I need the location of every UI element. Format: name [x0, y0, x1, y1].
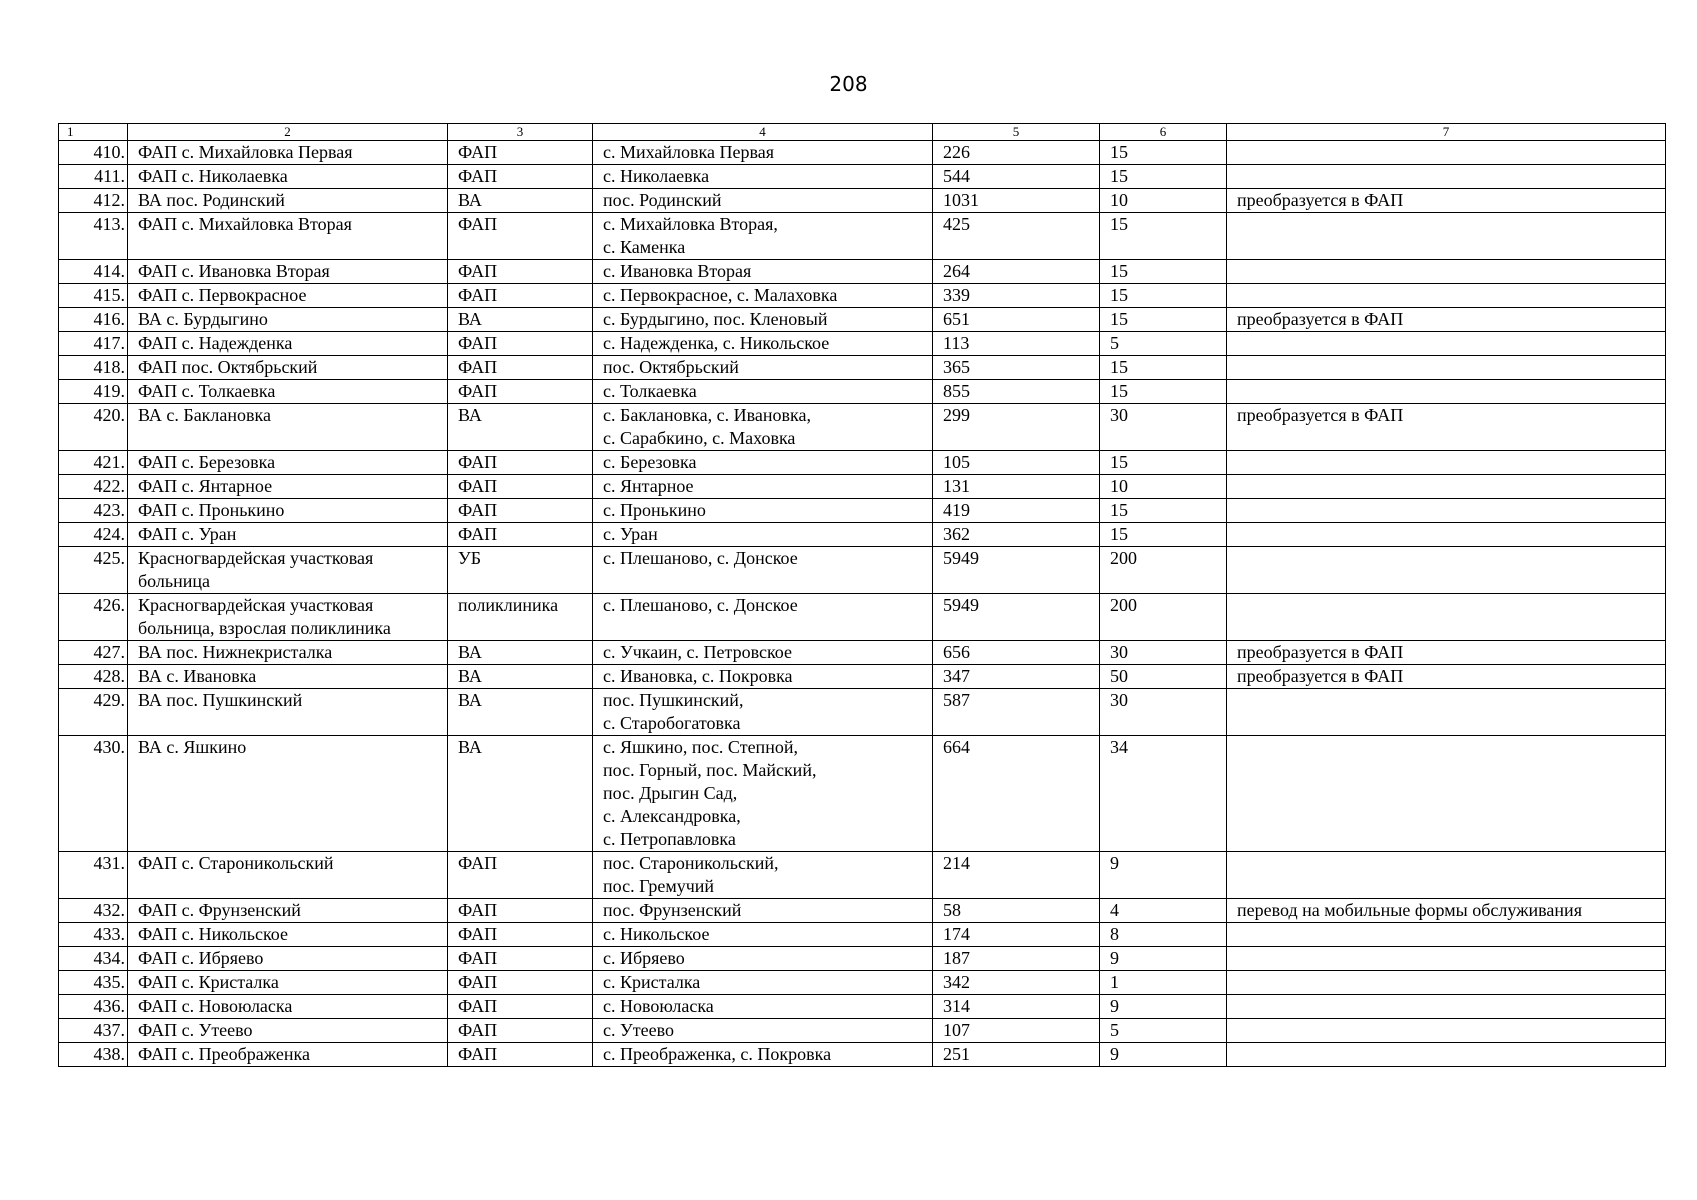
table-row	[59, 308, 1666, 332]
population-cell: 342	[933, 971, 1100, 995]
facility-type-cell: ФАП	[448, 1019, 593, 1043]
table-row	[59, 451, 1666, 475]
distance-cell: 5	[1100, 1019, 1227, 1043]
distance-cell: 15	[1100, 141, 1227, 165]
population-cell: 425	[933, 213, 1100, 260]
facility-name-cell: ФАП с. Утеево	[128, 1019, 448, 1043]
population-cell: 347	[933, 665, 1100, 689]
facility-type-cell: ФАП	[448, 380, 593, 404]
facility-name-cell: ФАП с. Староникольский	[128, 852, 448, 899]
table-row	[59, 380, 1666, 404]
settlements-cell: с. Яшкино, пос. Степной, пос. Горный, пос. Майский, пос. Дрыгин Сад, с. Александровка, с. Петропавловка	[593, 736, 933, 852]
facility-name-cell: ВА пос. Нижнекристалка	[128, 641, 448, 665]
facility-type-cell: поликлиника	[448, 594, 593, 641]
facility-name-cell: ФАП с. Николаевка	[128, 165, 448, 189]
note-cell: преобразуется в ФАП	[1227, 665, 1666, 689]
population-cell: 855	[933, 380, 1100, 404]
column-number-header: 4	[593, 124, 933, 141]
facility-name-cell: ФАП с. Пронькино	[128, 499, 448, 523]
facilities-table	[58, 123, 1666, 1067]
table-row	[59, 284, 1666, 308]
population-cell: 651	[933, 308, 1100, 332]
table-row	[59, 189, 1666, 213]
row-number-cell: 429.	[59, 689, 128, 736]
table-row	[59, 499, 1666, 523]
facility-name-cell: ФАП с. Ивановка Вторая	[128, 260, 448, 284]
facility-name-cell: ФАП с. Уран	[128, 523, 448, 547]
facility-name-cell: ФАП с. Никольское	[128, 923, 448, 947]
facility-name-cell: ФАП с. Фрунзенский	[128, 899, 448, 923]
row-number-cell: 423.	[59, 499, 128, 523]
note-cell	[1227, 141, 1666, 165]
settlements-cell: с. Первокрасное, с. Малаховка	[593, 284, 933, 308]
facility-type-cell: ФАП	[448, 260, 593, 284]
facility-name-cell: Красногвардейская участковая больница	[128, 547, 448, 594]
settlements-cell: с. Ивановка, с. Покровка	[593, 665, 933, 689]
facility-type-cell: ФАП	[448, 213, 593, 260]
column-number-header: 3	[448, 124, 593, 141]
table-row	[59, 523, 1666, 547]
row-number-cell: 428.	[59, 665, 128, 689]
row-number-cell: 411.	[59, 165, 128, 189]
facility-name-cell: ВА с. Баклановка	[128, 404, 448, 451]
population-cell: 544	[933, 165, 1100, 189]
note-cell	[1227, 332, 1666, 356]
table-row	[59, 356, 1666, 380]
settlements-cell: с. Новоюласка	[593, 995, 933, 1019]
settlements-cell: с. Янтарное	[593, 475, 933, 499]
distance-cell: 30	[1100, 404, 1227, 451]
table-row	[59, 736, 1666, 852]
table-row	[59, 923, 1666, 947]
settlements-cell: с. Толкаевка	[593, 380, 933, 404]
note-cell: преобразуется в ФАП	[1227, 308, 1666, 332]
facility-name-cell: ВА с. Бурдыгино	[128, 308, 448, 332]
facility-type-cell: ФАП	[448, 141, 593, 165]
settlements-cell: с. Плешаново, с. Донское	[593, 594, 933, 641]
table-row	[59, 971, 1666, 995]
population-cell: 656	[933, 641, 1100, 665]
row-number-cell: 433.	[59, 923, 128, 947]
table-row	[59, 475, 1666, 499]
column-number-header: 2	[128, 124, 448, 141]
table-header-row	[59, 124, 1666, 141]
page-number: 208	[829, 72, 868, 96]
facility-type-cell: ФАП	[448, 284, 593, 308]
settlements-cell: с. Ибряево	[593, 947, 933, 971]
note-cell	[1227, 165, 1666, 189]
facility-name-cell: ВА пос. Пушкинский	[128, 689, 448, 736]
table-row	[59, 947, 1666, 971]
note-cell	[1227, 451, 1666, 475]
population-cell: 365	[933, 356, 1100, 380]
facility-name-cell: ФАП с. Янтарное	[128, 475, 448, 499]
facility-type-cell: ФАП	[448, 971, 593, 995]
settlements-cell: с. Учкаин, с. Петровское	[593, 641, 933, 665]
population-cell: 131	[933, 475, 1100, 499]
distance-cell: 9	[1100, 852, 1227, 899]
facility-name-cell: ФАП с. Надежденка	[128, 332, 448, 356]
population-cell: 107	[933, 1019, 1100, 1043]
column-number-header: 1	[59, 124, 128, 141]
row-number-cell: 424.	[59, 523, 128, 547]
column-number-header: 5	[933, 124, 1100, 141]
population-cell: 339	[933, 284, 1100, 308]
settlements-cell: пос. Октябрьский	[593, 356, 933, 380]
population-cell: 251	[933, 1043, 1100, 1067]
distance-cell: 15	[1100, 284, 1227, 308]
facility-type-cell: ФАП	[448, 947, 593, 971]
table-row	[59, 260, 1666, 284]
settlements-cell: с. Ивановка Вторая	[593, 260, 933, 284]
note-cell	[1227, 594, 1666, 641]
row-number-cell: 427.	[59, 641, 128, 665]
settlements-cell: с. Бурдыгино, пос. Кленовый	[593, 308, 933, 332]
distance-cell: 1	[1100, 971, 1227, 995]
note-cell	[1227, 852, 1666, 899]
facility-type-cell: ФАП	[448, 332, 593, 356]
table-row	[59, 641, 1666, 665]
population-cell: 214	[933, 852, 1100, 899]
row-number-cell: 432.	[59, 899, 128, 923]
distance-cell: 15	[1100, 523, 1227, 547]
settlements-cell: пос. Пушкинский, с. Старобогатовка	[593, 689, 933, 736]
note-cell	[1227, 736, 1666, 852]
population-cell: 105	[933, 451, 1100, 475]
settlements-cell: с. Никольское	[593, 923, 933, 947]
facility-type-cell: ВА	[448, 404, 593, 451]
settlements-cell: с. Баклановка, с. Ивановка, с. Сарабкино, с. Маховка	[593, 404, 933, 451]
table-row	[59, 141, 1666, 165]
row-number-cell: 435.	[59, 971, 128, 995]
note-cell	[1227, 260, 1666, 284]
facility-type-cell: ВА	[448, 665, 593, 689]
facility-type-cell: ФАП	[448, 499, 593, 523]
distance-cell: 5	[1100, 332, 1227, 356]
distance-cell: 9	[1100, 947, 1227, 971]
distance-cell: 4	[1100, 899, 1227, 923]
facility-type-cell: ВА	[448, 308, 593, 332]
settlements-cell: пос. Староникольский, пос. Гремучий	[593, 852, 933, 899]
table-row	[59, 689, 1666, 736]
table-row	[59, 404, 1666, 451]
facility-type-cell: ФАП	[448, 899, 593, 923]
facility-name-cell: ФАП с. Михайловка Вторая	[128, 213, 448, 260]
facility-type-cell: ФАП	[448, 475, 593, 499]
distance-cell: 34	[1100, 736, 1227, 852]
column-number-header: 6	[1100, 124, 1227, 141]
row-number-cell: 416.	[59, 308, 128, 332]
population-cell: 314	[933, 995, 1100, 1019]
table-row	[59, 995, 1666, 1019]
table-row	[59, 899, 1666, 923]
distance-cell: 8	[1100, 923, 1227, 947]
table-row	[59, 332, 1666, 356]
facility-name-cell: ФАП с. Ибряево	[128, 947, 448, 971]
note-cell	[1227, 475, 1666, 499]
settlements-cell: с. Березовка	[593, 451, 933, 475]
row-number-cell: 434.	[59, 947, 128, 971]
facility-name-cell: ФАП с. Березовка	[128, 451, 448, 475]
row-number-cell: 436.	[59, 995, 128, 1019]
distance-cell: 30	[1100, 641, 1227, 665]
note-cell	[1227, 356, 1666, 380]
row-number-cell: 410.	[59, 141, 128, 165]
note-cell: преобразуется в ФАП	[1227, 404, 1666, 451]
row-number-cell: 437.	[59, 1019, 128, 1043]
settlements-cell: с. Плешаново, с. Донское	[593, 547, 933, 594]
settlements-cell: с. Кристалка	[593, 971, 933, 995]
facility-name-cell: ФАП с. Михайловка Первая	[128, 141, 448, 165]
facility-name-cell: ФАП с. Кристалка	[128, 971, 448, 995]
population-cell: 362	[933, 523, 1100, 547]
distance-cell: 9	[1100, 1043, 1227, 1067]
distance-cell: 15	[1100, 213, 1227, 260]
note-cell	[1227, 547, 1666, 594]
population-cell: 226	[933, 141, 1100, 165]
population-cell: 5949	[933, 547, 1100, 594]
settlements-cell: с. Михайловка Первая	[593, 141, 933, 165]
table-row	[59, 1019, 1666, 1043]
settlements-cell: с. Пронькино	[593, 499, 933, 523]
settlements-cell: с. Николаевка	[593, 165, 933, 189]
facility-type-cell: ФАП	[448, 923, 593, 947]
note-cell	[1227, 380, 1666, 404]
facility-type-cell: УБ	[448, 547, 593, 594]
facility-name-cell: ФАП с. Толкаевка	[128, 380, 448, 404]
distance-cell: 200	[1100, 547, 1227, 594]
note-cell	[1227, 499, 1666, 523]
distance-cell: 10	[1100, 475, 1227, 499]
facility-name-cell: ФАП с. Новоюласка	[128, 995, 448, 1019]
settlements-cell: с. Надежденка, с. Никольское	[593, 332, 933, 356]
facility-name-cell: ФАП с. Преображенка	[128, 1043, 448, 1067]
population-cell: 5949	[933, 594, 1100, 641]
population-cell: 587	[933, 689, 1100, 736]
note-cell	[1227, 284, 1666, 308]
facility-name-cell: ВА пос. Родинский	[128, 189, 448, 213]
facility-type-cell: ФАП	[448, 523, 593, 547]
note-cell	[1227, 995, 1666, 1019]
facility-type-cell: ФАП	[448, 1043, 593, 1067]
row-number-cell: 413.	[59, 213, 128, 260]
note-cell	[1227, 1019, 1666, 1043]
distance-cell: 10	[1100, 189, 1227, 213]
facility-type-cell: ФАП	[448, 852, 593, 899]
row-number-cell: 430.	[59, 736, 128, 852]
population-cell: 113	[933, 332, 1100, 356]
distance-cell: 200	[1100, 594, 1227, 641]
facility-name-cell: ФАП с. Первокрасное	[128, 284, 448, 308]
note-cell	[1227, 1043, 1666, 1067]
population-cell: 264	[933, 260, 1100, 284]
note-cell	[1227, 523, 1666, 547]
population-cell: 664	[933, 736, 1100, 852]
settlements-cell: с. Утеево	[593, 1019, 933, 1043]
facility-type-cell: ВА	[448, 641, 593, 665]
row-number-cell: 422.	[59, 475, 128, 499]
facility-type-cell: ВА	[448, 189, 593, 213]
population-cell: 1031	[933, 189, 1100, 213]
note-cell	[1227, 689, 1666, 736]
distance-cell: 15	[1100, 499, 1227, 523]
row-number-cell: 425.	[59, 547, 128, 594]
table-row	[59, 852, 1666, 899]
table-row	[59, 547, 1666, 594]
settlements-cell: пос. Фрунзенский	[593, 899, 933, 923]
note-cell	[1227, 923, 1666, 947]
row-number-cell: 414.	[59, 260, 128, 284]
distance-cell: 50	[1100, 665, 1227, 689]
row-number-cell: 420.	[59, 404, 128, 451]
note-cell: перевод на мобильные формы обслуживания	[1227, 899, 1666, 923]
facility-type-cell: ФАП	[448, 451, 593, 475]
row-number-cell: 438.	[59, 1043, 128, 1067]
settlements-cell: с. Уран	[593, 523, 933, 547]
facility-name-cell: ВА с. Ивановка	[128, 665, 448, 689]
note-cell	[1227, 947, 1666, 971]
row-number-cell: 415.	[59, 284, 128, 308]
row-number-cell: 418.	[59, 356, 128, 380]
distance-cell: 15	[1100, 356, 1227, 380]
distance-cell: 9	[1100, 995, 1227, 1019]
population-cell: 187	[933, 947, 1100, 971]
row-number-cell: 419.	[59, 380, 128, 404]
note-cell: преобразуется в ФАП	[1227, 641, 1666, 665]
distance-cell: 15	[1100, 308, 1227, 332]
population-cell: 174	[933, 923, 1100, 947]
row-number-cell: 421.	[59, 451, 128, 475]
settlements-cell: с. Михайловка Вторая, с. Каменка	[593, 213, 933, 260]
population-cell: 58	[933, 899, 1100, 923]
distance-cell: 15	[1100, 165, 1227, 189]
row-number-cell: 426.	[59, 594, 128, 641]
table-row	[59, 665, 1666, 689]
population-cell: 299	[933, 404, 1100, 451]
row-number-cell: 417.	[59, 332, 128, 356]
facility-name-cell: ВА с. Яшкино	[128, 736, 448, 852]
settlements-cell: с. Преображенка, с. Покровка	[593, 1043, 933, 1067]
facility-name-cell: Красногвардейская участковая больница, взрослая поликлиника	[128, 594, 448, 641]
column-number-header: 7	[1227, 124, 1666, 141]
row-number-cell: 431.	[59, 852, 128, 899]
note-cell	[1227, 213, 1666, 260]
table-row	[59, 1043, 1666, 1067]
distance-cell: 15	[1100, 260, 1227, 284]
note-cell	[1227, 971, 1666, 995]
facility-type-cell: ФАП	[448, 356, 593, 380]
row-number-cell: 412.	[59, 189, 128, 213]
table-row	[59, 594, 1666, 641]
table-row	[59, 213, 1666, 260]
distance-cell: 30	[1100, 689, 1227, 736]
facility-type-cell: ФАП	[448, 995, 593, 1019]
population-cell: 419	[933, 499, 1100, 523]
distance-cell: 15	[1100, 380, 1227, 404]
note-cell: преобразуется в ФАП	[1227, 189, 1666, 213]
facility-type-cell: ВА	[448, 736, 593, 852]
distance-cell: 15	[1100, 451, 1227, 475]
settlements-cell: пос. Родинский	[593, 189, 933, 213]
facility-name-cell: ФАП пос. Октябрьский	[128, 356, 448, 380]
facility-type-cell: ВА	[448, 689, 593, 736]
facility-type-cell: ФАП	[448, 165, 593, 189]
table-row	[59, 165, 1666, 189]
